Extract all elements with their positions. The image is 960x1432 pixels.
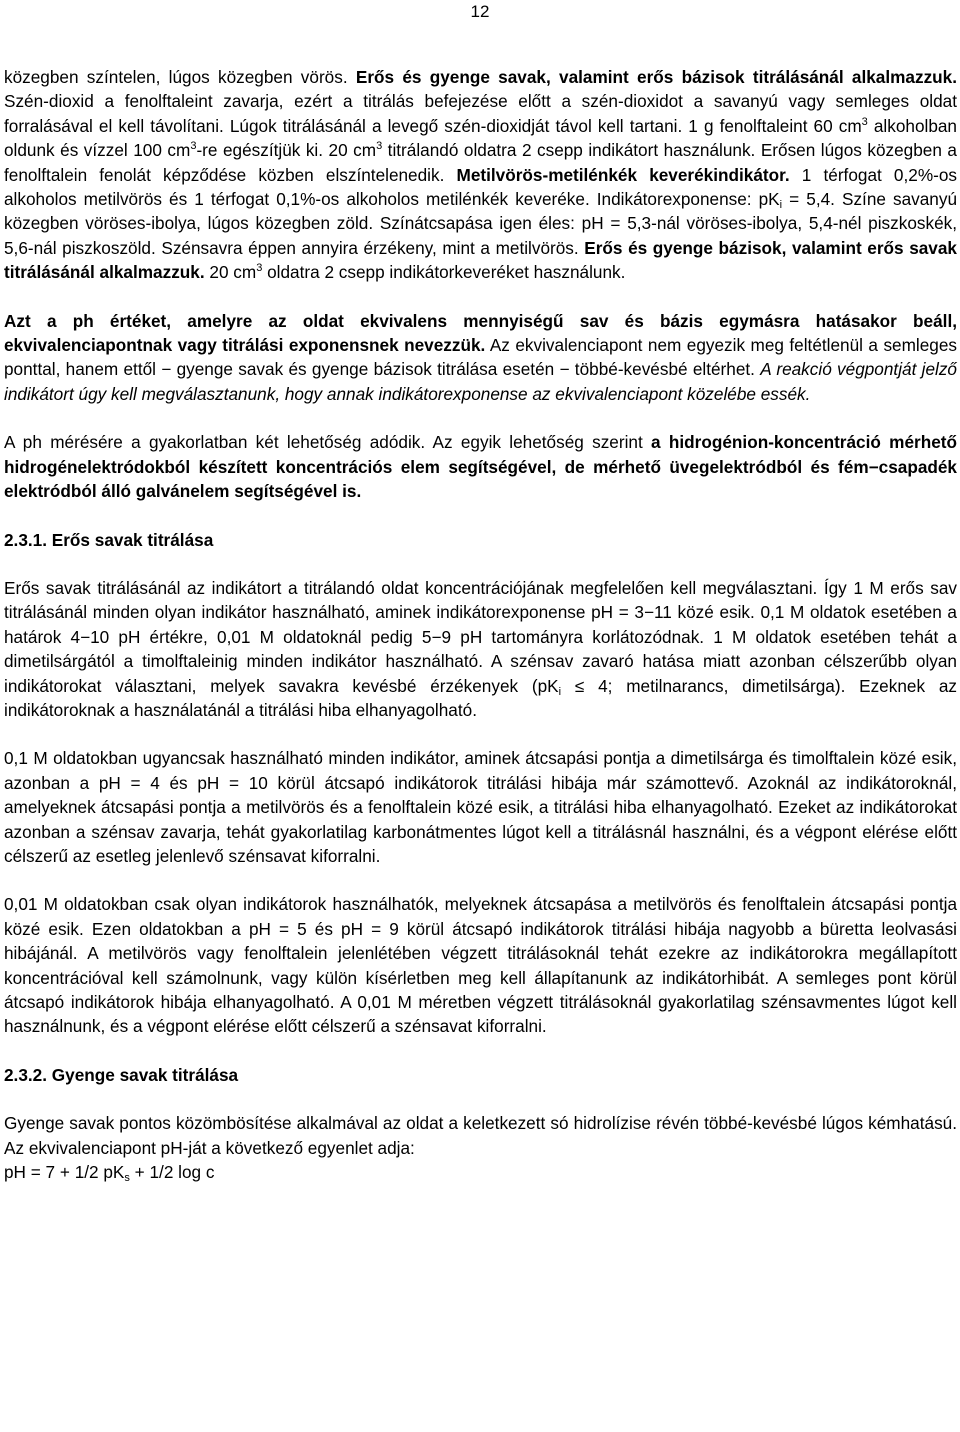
text-run: Metilvörös-metilénkék keverékindikátor. xyxy=(456,164,790,185)
text-run: Szén-dioxid a fenolftaleint zavarja, ezért a titrálás befejezése előtt a szén-dioxidot a savanyú vagy semleges oldat forralásával el kell távolítani. Lúgok titrálásánál a levegő szén-dioxidját távol kell tartani. 1 g fenolftaleint 60 cm xyxy=(4,91,957,136)
text-run: a hidrogénion-koncentráció mérhető hidrogénelektródokból készített koncentrációs elem segítségével, de mérhető üvegelektródból és fém−csapadék elektródból álló galvánelem segítségével is. xyxy=(4,432,957,502)
paragraph xyxy=(4,309,957,407)
text-run: ≤ 4; metilnarancs, dimetilsárga). Ezeknek az indikátoroknak a használatánál a titrálási hiba elhanyagolható. xyxy=(4,675,957,720)
text-run: s xyxy=(124,1172,130,1185)
text-run: Erős és gyenge savak, valamint erős bázisok titrálásánál alkalmazzuk. xyxy=(355,67,957,87)
text-run: Azt a ph értéket, amelyre az oldat ekvivalens mennyiségű sav és bázis egymásra hatásakor beáll, ekvivalenciapontnak vagy titrálási exponensnek nevezzük. xyxy=(4,310,957,356)
text-run: A ph mérésére a gyakorlatban két lehetőség adódik. Az egyik lehetőség szerint xyxy=(4,432,652,453)
text-run: i xyxy=(558,685,562,698)
text-run: -re egészítjük ki. 20 cm xyxy=(196,140,377,161)
text-run: i xyxy=(779,199,783,212)
text-run: Az ekvivalenciapont nem egyezik meg feltétlenül a semleges ponttal, hanem ettől − gyenge savak és gyenge bázisok titrálása esetén − többé-kevésbé eltérhet. xyxy=(4,335,958,380)
paragraph xyxy=(4,892,957,1038)
paragraph xyxy=(4,430,957,503)
text-run: pH = 7 + 1/2 pK xyxy=(4,1162,125,1183)
text-run: 0,1 M oldatokban ugyancsak használható minden indikátor, aminek átcsapási pontja a dimetilsárga és timolftalein közé esik, azonban a pH = 4 és pH = 10 körül átcsapó indikátorok titrálási hibája már számottevő. Azoknál az indikátoroknál, amelyeknek átcsapási pontja a metilvörös és a fenolftalein közé esik, a titrálási hiba elhanyagolható. Ezeket az indikátorokat azonban a szénsav zavarja, tehát gyakorlatilag karbonátmentes lúgot kell a titrálásnál használni, és a végpont elérése előtt célszerű az esetleg jelenlevő szénsavat kiforralni. xyxy=(4,748,957,866)
document-body xyxy=(4,65,957,1184)
text-run: 2.3.2. Gyenge savak titrálása xyxy=(4,1064,239,1085)
text-run: oldatra 2 csepp indikátorkeveréket használunk. xyxy=(262,262,626,283)
text-run: Erős savak titrálásánál az indikátort a titrálandó oldat koncentrációjának megfelelően kell megválasztani. Így 1 M erős sav titrálásánál minden olyan indikátor használható, aminek indikátorexponense pH = 3−11 közé esik. 0,1 M oldatok esetében a határok 4−10 pH értékre, 0,01 M oldatoknál pedig 5−9 pH tartományra korlátozódnak. 1 M oldatok esetében tehát a dimetilsárgától a timolftaleinig minden indikátor használható. A szénsav zavaró hatása miatt azonban célszerűbb olyan indikátorokat választani, melyek savakra kevésbé érzékenyek (pK xyxy=(4,577,957,696)
text-run: 2.3.1. Erős savak titrálása xyxy=(4,529,214,550)
text-run: 3 xyxy=(376,140,383,153)
paragraph xyxy=(4,65,957,285)
text-run: Erős és gyenge bázisok, valamint erős savak titrálásánál alkalmazzuk. xyxy=(4,237,957,283)
page-number: 12 xyxy=(470,2,490,21)
text-run: 1 térfogat 0,2%-os alkoholos metilvörös és 1 térfogat 0,1%-os alkoholos metilénkék keveréke. Indikátorexponense: pK xyxy=(4,164,957,210)
text-run: titrálandó oldatra 2 csepp indikátort használunk. Erősen lúgos közegben a fenolftalein fenolát képződése közben elszíntelenedik. xyxy=(4,140,957,185)
paragraph xyxy=(4,746,957,868)
text-run: 3 xyxy=(861,115,868,128)
section-heading xyxy=(4,1063,957,1087)
text-run: A reakció végpontját jelző indikátort úgy kell megválasztanunk, hogy annak indikátorexponense az ekvivalenciapont közelébe essék. xyxy=(4,359,957,404)
text-run: alkoholban oldunk és vízzel 100 cm xyxy=(4,115,957,161)
text-run: közegben színtelen, lúgos közegben vörös. xyxy=(4,67,356,87)
paragraph xyxy=(4,576,957,722)
text-run: + 1/2 log c xyxy=(129,1162,215,1183)
text-run: Gyenge savak pontos közömbösítése alkalmával az oldat a keletkezett só hidrolízise révén többé-kevésbé lúgos kémhatású. Az ekvivalenciapont pH-ját a következő egyenlet adja: xyxy=(4,1113,957,1158)
text-run: 3 xyxy=(190,140,197,153)
text-run: 0,01 M oldatokban csak olyan indikátorok használhatók, melyeknek átcsapása a metilvörös és fenolftalein átcsapási pontja közé esik. Ezen oldatokban a pH = 5 és pH = 9 körül átcsapó indikátorok titrálási hibája nagyobb a büretta leolvasási hibájánál. A metilvörös vagy fenolftalein jelenlétében végzett titrálásoknál tehát ezekre az indikátorokra megállapított koncentrációval kell számolnunk, vagy külön kísérletben meg kell állapítanunk az indikátorhibát. A semleges pont körül átcsapó indikátorok hibája elhanyagolható. A 0,01 M méretben végzett titrálásoknál gyakorlatilag szénsavmentes lúgot kell használnunk, és a végpont elérése előtt célszerű a szénsavat kiforralni. xyxy=(4,894,957,1037)
section-heading xyxy=(4,528,957,552)
text-run: 20 cm xyxy=(204,262,257,283)
equation xyxy=(4,1160,957,1184)
text-run: 3 xyxy=(256,262,263,275)
paragraph xyxy=(4,1111,957,1160)
text-run: = 5,4. Színe savanyú közegben vöröses-ibolya, lúgos közegben zöld. Színátcsapása igen éles: pH = 5,3-nál vöröses-ibolya, 5,4-nél piszkoskék, 5,6-nál piszkoszöld. Szénsavra éppen annyira érzékeny, mint a metilvörös. xyxy=(4,189,958,258)
